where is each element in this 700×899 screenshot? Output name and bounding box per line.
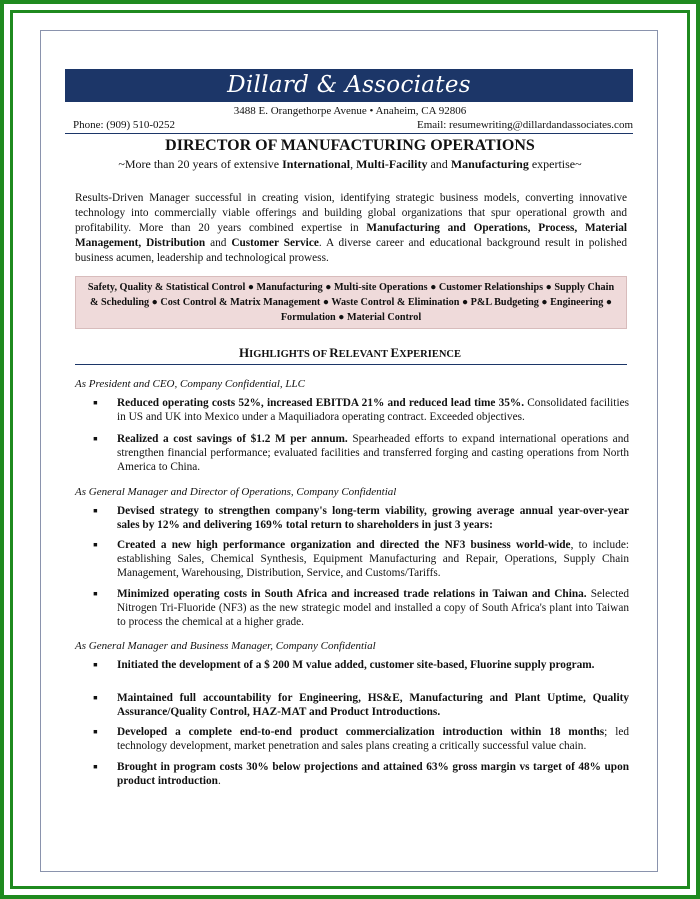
- summary-text: and: [205, 237, 232, 249]
- achievement-item: [117, 691, 629, 719]
- bullet-icon: ▪: [93, 504, 98, 519]
- achievement-item: [117, 432, 629, 474]
- heading-letter: E: [390, 345, 400, 360]
- bullet-icon: ▪: [93, 691, 98, 706]
- achievement-item: [117, 760, 629, 788]
- heading-letter: R: [329, 345, 339, 360]
- resume-page: [40, 30, 658, 872]
- summary-text: . A diverse career and educational background result in polished business acumen, leadership and technological prowess.: [75, 237, 628, 264]
- heading-letter: H: [238, 345, 250, 360]
- section-rule: [75, 364, 627, 365]
- tagline-bold-1: International: [282, 157, 351, 171]
- achievement-bold: Initiated the development of a $ 200 M value added, customer site-based, Fluorine supply program.: [117, 659, 595, 671]
- summary-bold: Manufacturing and Operations, Process, Material Management, Distribution: [75, 222, 627, 249]
- achievement-bold: Minimized operating costs in South Africa and increased trade relations in Taiwan and China.: [117, 588, 587, 600]
- achievement-item: [117, 396, 629, 424]
- tagline-bold-2: Multi-Facility: [356, 157, 428, 171]
- tagline: [41, 157, 659, 172]
- email-address: Email: resumewriting@dillardandassociates.com: [416, 119, 633, 131]
- phone-number: Phone: (909) 510-0252: [73, 119, 176, 131]
- company-heading: As President and CEO, Company Confidential, LLC: [75, 378, 305, 390]
- achievement-bold: Maintained full accountability for Engineering, HS&E, Manufacturing and Plant Uptime, Quality Assurance/Quality Control, HAZ-MAT and Product Introductions.: [117, 692, 629, 718]
- achievement-text: Spearheaded efforts to expand international operations and strengthen financial performance; evaluated facilities and transferred forging and casting operations from North America to China.: [117, 433, 629, 473]
- summary-text: Results-Driven Manager successful in creating vision, identifying strategic business models, converting innovative technology into commercially viable offerings and building global organizations that spur operational growth and profitability. More than 20 years combined expertise in: [75, 192, 627, 234]
- achievement-bold: Created a new high performance organization and directed the NF3 business world-wide: [117, 539, 571, 551]
- bullet-icon: ▪: [93, 538, 98, 553]
- achievement-text: Consolidated facilities in US and UK into Mexico under a Maquiliadora operating contract. Exceeded objectives.: [117, 397, 629, 423]
- achievement-item: [117, 658, 629, 672]
- achievement-item: [117, 538, 629, 580]
- address-line: 3488 E. Orangethorpe Avenue • Anaheim, CA 92806: [233, 105, 467, 117]
- job-title: DIRECTOR OF MANUFACTURING OPERATIONS: [165, 137, 535, 154]
- tagline-prefix: ~More than 20 years of extensive: [118, 157, 283, 171]
- heading-smallcaps: XPERIENCE: [399, 349, 461, 360]
- achievement-text: Selected Nitrogen Tri-Fluoride (NF3) as the new strategic model and installed a copy of South Africa's plant into Taiwan to process the chemical at a higher grade.: [117, 588, 629, 628]
- tagline-sep: ,: [350, 157, 357, 171]
- achievement-text: ; led technology development, market penetration and sales plans creating a critically successful value chain.: [117, 726, 629, 752]
- bullet-icon: ▪: [93, 587, 98, 602]
- summary-paragraph: [75, 191, 627, 266]
- heading-smallcaps: IGHLIGHTS OF: [249, 349, 330, 360]
- heading-smallcaps: ELEVANT: [338, 349, 391, 360]
- achievement-bold: Brought in program costs 30% below projections and attained 63% gross margin vs target of 48% upon product introduction: [117, 761, 629, 787]
- brand-name: Dillard & Associates: [227, 72, 471, 98]
- header-divider: [65, 133, 633, 134]
- achievement-item: [117, 587, 629, 629]
- bullet-icon: ▪: [93, 396, 98, 411]
- achievement-bold: Reduced operating costs 52%, increased EBITDA 21% and reduced lead time 35%.: [117, 397, 525, 409]
- tagline-mid: and: [427, 157, 451, 171]
- bullet-icon: ▪: [93, 760, 98, 775]
- brand-banner: [65, 69, 633, 102]
- tagline-suffix: expertise~: [528, 157, 582, 171]
- company-heading: As General Manager and Director of Operations, Company Confidential: [75, 486, 397, 498]
- tagline-bold-3: Manufacturing: [450, 157, 529, 171]
- achievement-bold: Devised strategy to strengthen company's long-term viability, growing average annual year-over-year sales by 12% and delivering 169% total return to shareholders in just 3 years:: [117, 505, 629, 531]
- company-heading: As General Manager and Business Manager, Company Confidential: [75, 640, 376, 652]
- bullet-icon: ▪: [93, 432, 98, 447]
- summary-bold: Customer Service: [231, 237, 319, 249]
- achievement-bold: Developed a complete end-to-end product commercialization introduction within 18 months: [117, 726, 605, 738]
- bullet-icon: ▪: [93, 658, 98, 673]
- achievement-bold: Realized a cost savings of $1.2 M per annum.: [117, 433, 348, 445]
- achievement-item: [117, 725, 629, 753]
- skills-box: Safety, Quality & Statistical Control ● Manufacturing ● Multi-site Operations ● Customer Relationships ● Supply Chain & Scheduling ● Cost Control & Matrix Management ● Waste Control & Elimination ● P&L Budgeting ● Engineering ● Formulation ● Material Control: [75, 276, 627, 329]
- bullet-icon: ▪: [93, 725, 98, 740]
- achievement-text: .: [217, 775, 221, 787]
- section-heading: [41, 345, 659, 361]
- achievement-item: [117, 504, 629, 532]
- achievement-text: , to include: establishing Sales, Chemical Synthesis, Equipment Manufacturing and Repair, Operations, Supply Chain Management, Warehousing, Distribution, Service, and Customs/Tariffs.: [117, 539, 630, 579]
